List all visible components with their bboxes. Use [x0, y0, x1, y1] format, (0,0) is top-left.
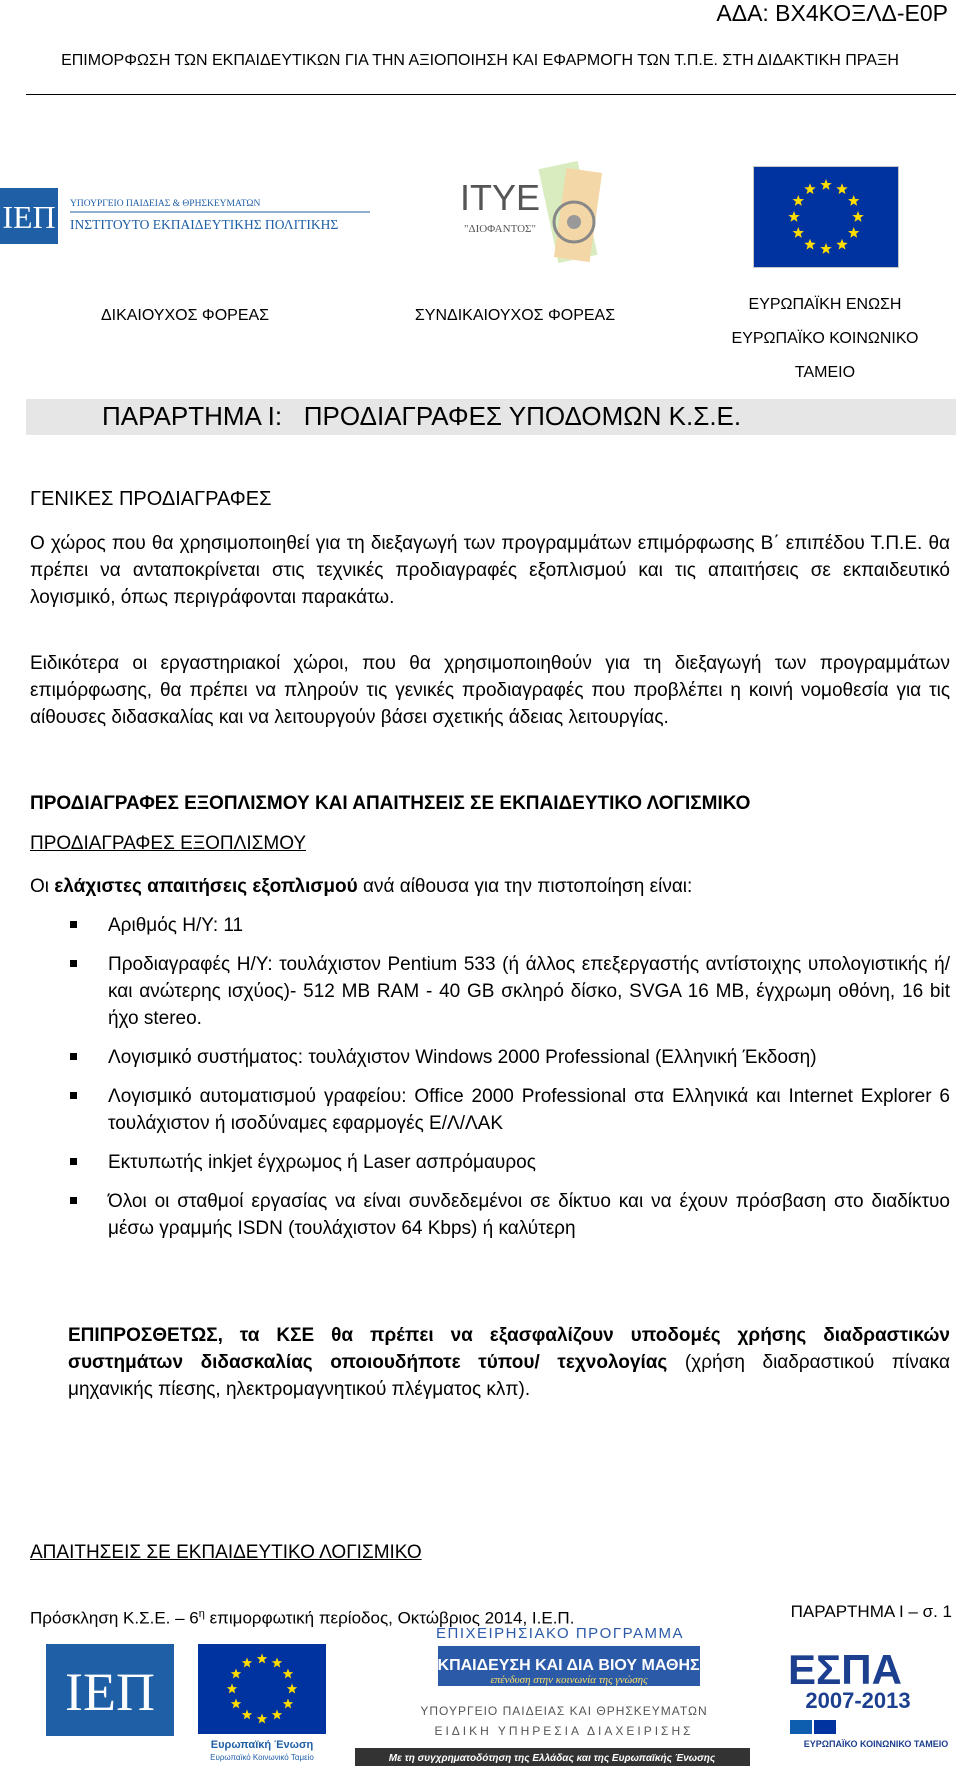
iep-institute-text: ΙΝΣΤΙΤΟΥΤΟ ΕΚΠΑΙΔΕΥΤΙΚΗΣ ΠΟΛΙΤΙΚΗΣ — [70, 217, 339, 232]
banner-eu-caption1: Ευρωπαϊκή Ένωση — [210, 1739, 314, 1751]
ada-code: ΑΔΑ: ΒΧ4ΚΟΞΛΔ-Ε0Ρ — [716, 0, 948, 26]
iep-logo-letters: ΙΕΠ — [2, 199, 56, 235]
bullet-square-icon — [70, 1197, 77, 1204]
list-item — [68, 912, 950, 939]
eu-label-line2: ΕΥΡΩΠΑΪΚΟ ΚΟΙΝΩΝΙΚΟ — [731, 330, 919, 347]
footer-left-sup: η — [198, 1608, 205, 1620]
footer-left-pre: Πρόσκληση Κ.Σ.Ε. – 6 — [30, 1608, 199, 1628]
eu-label-line3: ΤΑΜΕΙΟ — [794, 364, 856, 381]
banner-espa-fund: ΕΥΡΩΠΑΪΚΟ ΚΟΙΝΩΝΙΚΟ ΤΑΜΕΙΟ — [803, 1739, 949, 1749]
list-item-text: Όλοι οι σταθμοί εργασίας να είναι συνδεδεμένοι σε δίκτυο και να έχουν πρόσβαση στο διαδίκτυο μέσω γραμμής ISDN (τουλάχιστον 64 Kbps) ή καλύτερη — [108, 1191, 950, 1239]
footer-page-number: ΠΑΡΑΡΤΗΜΑ Ι – σ. 1 — [790, 1602, 952, 1621]
list-item-text: Αριθμός Η/Υ: 11 — [108, 915, 244, 936]
minimum-requirements — [30, 876, 692, 898]
banner-program-line1: ΕΠΙΧΕΙΡΗΣΙΑΚΟ ΠΡΟΓΡΑΜΜΑ — [435, 1625, 685, 1642]
banner-ministry-line2: ΕΙΔΙΚΗ ΥΠΗΡΕΣΙΑ ΔΙΑΧΕΙΡΙΣΗΣ — [434, 1724, 694, 1738]
header-rule — [26, 94, 956, 95]
banner-espa-years: 2007-2013 — [805, 1688, 911, 1713]
eu-star-icon — [804, 183, 815, 194]
banner-iep-letters: ΙΕΠ — [65, 1662, 155, 1722]
eu-label — [720, 288, 930, 390]
list-item-text: Λογισμικό αυτοματισμού γραφείου: Office 2000 Professional στα Ελληνικά και Internet Explorer 6 τουλάχιστον ή ισοδύναμες εφαρμογές Ε/Λ/ΛΑΚ — [108, 1086, 950, 1134]
list-item — [68, 1044, 950, 1071]
iep-ministry-text: ΥΠΟΥΡΓΕΙΟ ΠΑΙΔΕΙΑΣ & ΘΡΗΣΚΕΥΜΑΤΩΝ — [70, 199, 261, 209]
eu-star-icon — [820, 179, 831, 190]
annex-title: ΠΑΡΑΡΤΗΜΑ Ι: ΠΡΟΔΙΑΓΡΑΦΕΣ ΥΠΟΔΟΜΩΝ Κ.Σ.Ε. — [102, 401, 742, 431]
min-req-pre: Οι — [30, 876, 55, 897]
eu-flag — [753, 166, 899, 268]
banner-program-line2: ΕΚΠΑΙΔΕΥΣΗ ΚΑΙ ΔΙΑ ΒΙΟΥ ΜΑΘΗΣΗ — [426, 1657, 712, 1674]
eu-star-icon — [820, 243, 831, 254]
list-item — [68, 1188, 950, 1242]
general-heading: ΓΕΝΙΚΕΣ ΠΡΟΔΙΑΓΡΑΦΕΣ — [30, 488, 272, 510]
list-item-text: Προδιαγραφές Η/Υ: τουλάχιστον Pentium 533 (ή άλλος επεξεργαστής αντίστοιχης υπολογιστικής ή/και ανώτερης ισχύος)- 512 MB RAM - 40 GB σκληρό δίσκο, SVGA 16 MB, έγχρωμη οθόνη, 16 bit ήχο stereo. — [108, 954, 950, 1029]
spec-heading: ΠΡΟΔΙΑΓΡΑΦΕΣ ΕΞΟΠΛΙΣΜΟΥ ΚΑΙ ΑΠΑΙΤΗΣΕΙΣ ΣΕ ΕΚΠΑΙΔΕΥΤΙΚΟ ΛΟΓΙΣΜΙΚΟ — [30, 793, 751, 814]
iep-logo — [0, 186, 380, 246]
paragraph-2: Ειδικότερα οι εργαστηριακοί χώροι, που θα χρησιμοποιηθούν για τη διεξαγωγή των προγραμμάτων επιμόρφωσης, θα πρέπει να πληρούν τις γενικές προδιαγραφές που προβλέπει η κοινή νομοθεσία για τις αίθουσες διδασκαλίας και να λειτουργούν βάσει σχετικής άδειας λειτουργίας. — [30, 653, 950, 728]
funding-banner — [0, 1622, 960, 1768]
footer-left-post: επιμορφωτική περίοδος, Οκτώβριος 2014, Ι.Ε.Π. — [204, 1608, 575, 1628]
list-item — [68, 1083, 950, 1137]
software-heading: ΑΠΑΙΤΗΣΕΙΣ ΣΕ ΕΚΠΑΙΔΕΥΤΙΚΟ ΛΟΓΙΣΜΙΚΟ — [30, 1542, 422, 1563]
interactive-systems-paragraph — [68, 1322, 950, 1403]
eu-star-icon — [793, 227, 804, 238]
list-item — [68, 951, 950, 1032]
moreover-rest: (χρήση διαδραστικού πίνακα μηχανικής πίεσης, ηλεκτρομαγνητικού πλέγματος κλπ). — [68, 1352, 950, 1400]
running-header: ΕΠΙΜΟΡΦΩΣΗ ΤΩΝ ΕΚΠΑΙΔΕΥΤΙΚΩΝ ΓΙΑ ΤΗΝ ΑΞΙΟΠΟΙΗΣΗ ΚΑΙ ΕΦΑΡΜΟΓΗ ΤΩΝ Τ.Π.Ε. ΣΤΗ ΔΙΔΑΚΤΙΚΗ ΠΡΑΞΗ — [61, 52, 899, 69]
bullet-square-icon — [70, 921, 77, 928]
eu-star-icon — [836, 239, 847, 250]
eu-label-line1: ΕΥΡΩΠΑΪΚΗ ΕΝΩΣΗ — [748, 296, 902, 313]
bullet-square-icon — [70, 1092, 77, 1099]
banner-eu-small-flag-icon — [814, 1720, 836, 1734]
itye-logo — [456, 160, 616, 280]
eu-star-icon — [793, 195, 804, 206]
list-item-text: Εκτυπωτής inkjet έγχρωμος ή Laser ασπρόμαυρος — [108, 1152, 536, 1173]
bullet-square-icon — [70, 1053, 77, 1060]
list-item-text: Λογισμικό συστήματος: τουλάχιστον Windows 2000 Professional (Ελληνική Έκδοση) — [108, 1047, 817, 1068]
eu-star-icon — [788, 211, 799, 222]
co-beneficiary-label: ΣΥΝΔΙΚΑΙΟΥΧΟΣ ΦΟΡΕΑΣ — [414, 307, 616, 324]
eu-star-icon — [852, 211, 863, 222]
itye-name: "ΔΙΟΦΑΝΤΟΣ" — [464, 223, 536, 235]
list-item — [68, 1149, 950, 1176]
banner-program-line3: επένδυση στην κοινωνία της γνώσης — [490, 1674, 648, 1686]
itye-letters: ΙΤΥΕ — [460, 177, 541, 218]
eu-star-icon — [848, 227, 859, 238]
beneficiary-label: ΔΙΚΑΙΟΥΧΟΣ ΦΟΡΕΑΣ — [100, 307, 270, 324]
banner-cofinance-text: Με τη συγχρηματοδότηση της Ελλάδας και της Ευρωπαϊκής Ένωσης — [388, 1753, 716, 1764]
eu-star-icon — [848, 195, 859, 206]
equipment-list — [68, 912, 950, 1242]
eu-stars — [754, 167, 898, 267]
bullet-square-icon — [70, 1158, 77, 1165]
min-req-post: ανά αίθουσα για την πιστοποίηση είναι: — [357, 876, 693, 897]
banner-greek-flag-icon — [790, 1720, 812, 1734]
moreover-bold: ΕΠΙΠΡΟΣΘΕΤΩΣ, τα ΚΣΕ θα πρέπει να εξασφαλίζουν υποδομές χρήσης διαδραστικών συστημάτων διδασκαλίας οποιουδήποτε τύπου/ τεχνολογίας — [68, 1325, 950, 1373]
banner-eu-caption2: Ευρωπαϊκό Κοινωνικό Ταμείο — [210, 1753, 314, 1762]
eu-star-icon — [804, 239, 815, 250]
itye-gear-hub — [567, 215, 581, 229]
banner-espa-letters: ΕΣΠΑ — [788, 1646, 902, 1693]
equipment-heading: ΠΡΟΔΙΑΓΡΑΦΕΣ ΕΞΟΠΛΙΣΜΟΥ — [30, 833, 307, 854]
annex-title-bar — [26, 399, 956, 435]
paragraph-1: Ο χώρος που θα χρησιμοποιηθεί για τη διεξαγωγή των προγραμμάτων επιμόρφωσης Β΄ επιπέδου Τ.Π.Ε. θα πρέπει να ανταποκρίνεται στις τεχνικές προδιαγραφές εξοπλισμού και τις απαιτήσεις σε εκπαιδευτικό λογισμικό, όπως περιγράφονται παρακάτω. — [30, 533, 950, 608]
banner-ministry-line1: ΥΠΟΥΡΓΕΙΟ ΠΑΙΔΕΙΑΣ ΚΑΙ ΘΡΗΣΚΕΥΜΑΤΩΝ — [420, 1704, 708, 1718]
min-req-bold: ελάχιστες απαιτήσεις εξοπλισμού — [54, 876, 358, 897]
eu-star-icon — [836, 183, 847, 194]
bullet-square-icon — [70, 960, 77, 967]
